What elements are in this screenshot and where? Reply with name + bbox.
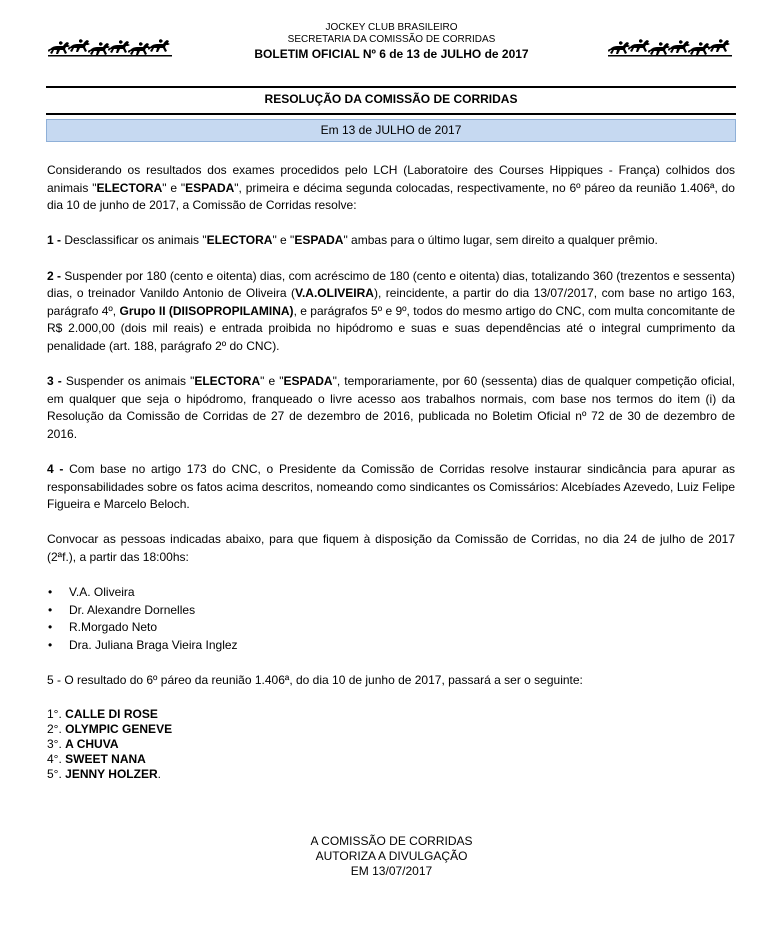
list-item: • Dr. Alexandre Dornelles [47, 602, 735, 620]
intro-paragraph: Considerando os resultados dos exames procedidos pelo LCH (Laboratoire des Courses Hippiques - França) colhidos dos animais "ELECTORA" e "ESPADA", primeira e décima segunda colocadas, respectivamente, no 6º páreo da reunião 1.406ª, do dia 10 de junho de 2017, a Comissão de Corridas resolve: [47, 163, 735, 213]
convocation-paragraph: Convocar as pessoas indicadas abaixo, para que fiquem à disposição da Comissão de Corridas, no dia 24 de julho de 2017 (2ªf.), a partir das 18:00hs: [47, 532, 735, 565]
result-row: 2°. OLYMPIC GENEVE [47, 722, 173, 737]
result-row: 1°. CALLE DI ROSE [47, 707, 158, 722]
bulletin-title: BOLETIM OFICIAL Nº 6 de 13 de JULHO de 2017 [254, 47, 529, 61]
list-item: • R.Morgado Neto [47, 619, 735, 637]
list-item: • Dra. Juliana Braga Vieira Inglez [47, 637, 735, 655]
closing-authorization [0, 834, 783, 879]
item-2-paragraph: 2 - Suspender por 180 (cento e oitenta) dias, com acréscimo de 180 (cento e oitenta) dias, totalizando 360 (trezentos e sessenta) dias, o treinador Vanildo Antonio de Oliveira (V.A.OLIVEIRA), reincidente, a partir do dia 13/07/2017, com base no artigo 163, parágrafo 4º, Grupo II (DIISOPROPILAMINA), e parágrafos 5º e 9º, todos do mesmo artigo do CNC, com multa concomitante de R$ 2.000,00 (dois mil reais) e entrada proibida no hipódromo e suas e suas dependências até o integral cumprimento da penalidade (art. 188, parágrafo 2º do CNC). [47, 268, 736, 353]
race-results-list [47, 707, 735, 782]
closing-line: AUTORIZA A DIVULGAÇÃO [315, 849, 468, 863]
item-4-paragraph: 4 - Com base no artigo 173 do CNC, o Presidente da Comissão de Corridas resolve instaurar sindicância para apurar as responsabilidades sobre os fatos acima descritos, nomeando como sindicantes os Comissários: Alcebíades Azevedo, Luiz Felipe Figueira e Marcelo Beloch. [47, 462, 735, 512]
divider-top [46, 86, 736, 88]
racing-horses-icon [608, 36, 732, 58]
result-row: 4°. SWEET NANA [47, 752, 146, 767]
convoked-people-list [47, 584, 735, 654]
item-1-paragraph: 1 - Desclassificar os animais "ELECTORA" e "ESPADA" ambas para o último lugar, sem direito a qualquer prêmio. [47, 233, 658, 248]
resolution-title: RESOLUÇÃO DA COMISSÃO DE CORRIDAS [264, 92, 518, 106]
result-row: 3°. A CHUVA [47, 737, 119, 752]
result-row: 5°. JENNY HOLZER. [47, 767, 161, 782]
item-3-paragraph: 3 - Suspender os animais "ELECTORA" e "ESPADA", temporariamente, por 60 (sessenta) dias de qualquer competição oficial, em qualquer que seja o hipódromo, franqueado o livre acesso aos trabalhos normais, com base nos termos do item (i) da Resolução da Comissão de Corridas de 27 de dezembro de 2016, publicada no Boletim Oficial nº 72 de 30 de dezembro de 2016. [47, 374, 735, 441]
list-item: • V.A. Oliveira [47, 584, 735, 602]
divider-bottom [46, 113, 736, 115]
department-name: SECRETARIA DA COMISSÃO DE CORRIDAS [287, 34, 496, 45]
org-name: JOCKEY CLUB BRASILEIRO [325, 22, 458, 33]
closing-line: A COMISSÃO DE CORRIDAS [310, 834, 473, 848]
document-body [47, 162, 735, 782]
closing-line: EM 13/07/2017 [350, 864, 433, 878]
resolution-date-bar: Em 13 de JULHO de 2017 [46, 119, 736, 142]
item-5-paragraph: 5 - O resultado do 6º páreo da reunião 1.406ª, do dia 10 de junho de 2017, passará a ser o seguinte: [47, 673, 583, 688]
